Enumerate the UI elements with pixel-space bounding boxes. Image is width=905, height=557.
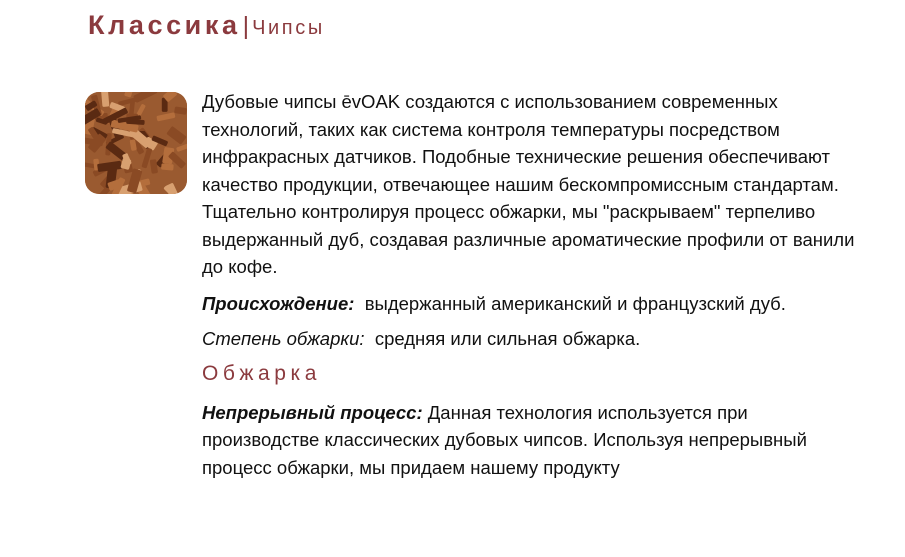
header-separator: | — [242, 12, 250, 40]
oak-chips-photo-icon — [85, 92, 187, 194]
origin-value: выдержанный американский и французский дуб. — [364, 292, 786, 314]
roast-paragraph — [202, 325, 862, 353]
roast-value: средняя или сильная обжарка. — [374, 328, 641, 349]
origin-paragraph — [202, 290, 862, 318]
oak-chips-image — [85, 92, 187, 194]
wood-chip — [161, 163, 174, 170]
page-header — [88, 8, 325, 47]
process-label: Непрерывный процесс: — [202, 401, 423, 423]
roast-label: Степень обжарки: — [202, 328, 365, 349]
origin-label: Происхождение: — [202, 292, 355, 314]
product-description — [202, 88, 862, 481]
process-text: Данная технология используется при производстве классических дубовых чипсов. Используя непрерывный процесс обжарки, мы придаем нашему продукту — [202, 401, 807, 478]
section-heading-roasting: Обжарка — [202, 361, 322, 385]
page-subtitle: Чипсы — [252, 17, 325, 39]
process-paragraph — [202, 399, 862, 482]
intro-paragraph: Дубовые чипсы ēvOAK создаются с использованием современных технологий, таких как система контроля температуры посредством инфракрасных датчиков. Подобные технические решения обеспечивают качество продукции, отвечающее нашим бескомпромиссным стандартам. Тщательно контролируя процесс обжарки, мы "раскрываем" терпеливо выдержанный дуб, создавая различные ароматические профили от ванили до кофе. — [202, 91, 855, 277]
page-title: Классика — [88, 10, 241, 40]
